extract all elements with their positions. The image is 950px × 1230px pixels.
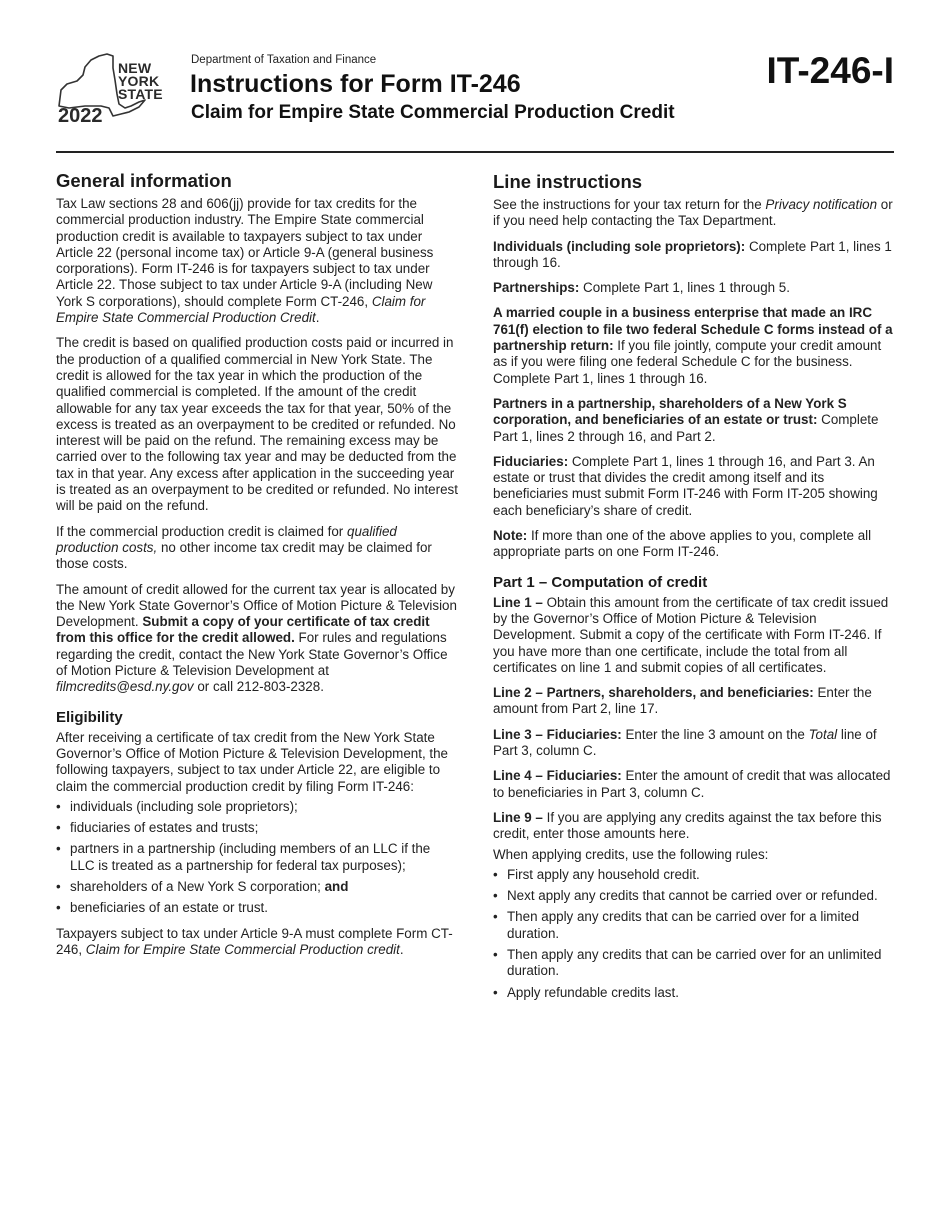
form-header xyxy=(0,0,950,155)
text-span: . xyxy=(315,310,320,326)
credit-rules-list xyxy=(493,867,895,1001)
text-span: Complete Part 1, lines 1 through 16. xyxy=(493,238,892,270)
list-item: • Then apply any credits that can be carried over for an unlimited duration. xyxy=(493,947,895,980)
list-item: • Apply refundable credits last. xyxy=(493,985,895,1001)
note-label: Note: xyxy=(493,528,528,544)
list-item: • Then apply any credits that can be carried over for a limited duration. xyxy=(493,909,895,942)
married-couple-label: A married couple in a business enterprise that made an IRC 761(f) election to file two federal Schedule C forms instead of a partnership return: xyxy=(493,305,893,354)
logo-year: 2022 xyxy=(58,105,103,127)
text-span: no other income tax credit may be claimed for those costs. xyxy=(56,539,432,572)
qualified-costs-term: qualified production costs, xyxy=(56,523,397,555)
line3-label: Line 3 – Fiduciaries: xyxy=(493,726,622,742)
eligibility-list xyxy=(56,799,458,917)
list-item xyxy=(56,879,458,895)
line4-label: Line 4 – Fiduciaries: xyxy=(493,768,622,784)
list-item: • First apply any household credit. xyxy=(493,867,895,883)
nys-logo xyxy=(55,50,175,130)
line3-paragraph xyxy=(493,727,895,760)
note-paragraph xyxy=(493,528,895,561)
text-span: or if you need help contacting the Tax Department. xyxy=(493,197,893,229)
text-span: If you are applying any credits against the tax before this credit, enter those amounts here. xyxy=(493,809,882,842)
page-subtitle: Claim for Empire State Commercial Production Credit xyxy=(191,102,675,123)
line2-label: Line 2 – Partners, shareholders, and beneficiaries: xyxy=(493,685,814,701)
partnerships-label: Partnerships: xyxy=(493,280,580,296)
text-span: . xyxy=(399,941,404,957)
line1-label: Line 1 – xyxy=(493,594,543,610)
total-term: Total xyxy=(808,726,838,742)
text-span: If the commercial production credit is claimed for xyxy=(56,523,347,539)
general-information-heading: General information xyxy=(56,170,232,191)
line-instructions-heading: Line instructions xyxy=(493,171,643,192)
text-span: Complete Part 1, lines 1 through 5. xyxy=(579,280,790,296)
contact-email: filmcredits@esd.ny.gov xyxy=(56,679,194,695)
line9-label: Line 9 – xyxy=(493,809,543,825)
line2-paragraph xyxy=(493,685,895,718)
text-span: See the instructions for your tax return for the xyxy=(493,197,766,212)
list-item: • beneficiaries of an estate or trust. xyxy=(56,900,458,916)
rules-intro: When applying credits, use the following rules: xyxy=(493,846,769,862)
individuals-paragraph xyxy=(493,239,895,272)
list-item: • Next apply any credits that cannot be carried over or refunded. xyxy=(493,888,895,904)
form-ct246-title: Claim for Empire State Commercial Production credit xyxy=(85,941,400,957)
eligibility-paragraph: After receiving a certificate of tax credit from the New York State Governor’s Office of Motion Picture & Television Development, the following taxpayers, subject to tax under Article 22, are eligible to claim the commercial production credit by filing Form IT-246: xyxy=(56,729,448,794)
logo-word-state: STATE xyxy=(118,86,163,102)
text-span: or call 212-803-2328. xyxy=(193,679,324,695)
fiduciaries-label: Fiduciaries: xyxy=(493,453,569,469)
list-item: • individuals (including sole proprietors); xyxy=(56,799,458,815)
article-9a-paragraph xyxy=(56,926,458,959)
partnerships-paragraph xyxy=(493,280,895,296)
text-span: Taxpayers subject to tax under Article 9-A must complete Form CT-246, xyxy=(56,925,453,957)
text-span: If you file jointly, compute your credit amount as if you were filing one federal Schedule C for the business. Complete Part 1, lines 1 through 16. xyxy=(493,338,882,386)
line4-paragraph xyxy=(493,768,895,801)
married-couple-paragraph xyxy=(493,305,895,386)
text-span: Enter the amount from Part 2, line 17. xyxy=(493,685,872,717)
text-span: Enter the amount of credit that was allocated to beneficiaries in Part 3, column C. xyxy=(493,768,891,800)
line-intro-paragraph xyxy=(493,197,895,230)
text-span: Tax Law sections 28 and 606(jj) provide for tax credits for the commercial production industry. The Empire State commercial production credit is available to taxpayers subject to tax under Article 22 (personal income tax) or Article 9-A (general business corporations). Form IT-246 is for taxpayers subject to tax under Article 22. Those subject to tax under Article 9-A (including New York S corporations), should complete Form CT-246, xyxy=(56,196,434,309)
privacy-notification-term: Privacy notification xyxy=(765,197,878,212)
text-span: If more than one of the above applies to you, complete all appropriate parts on one Form IT-246. xyxy=(493,528,872,560)
text-span: Enter the line 3 amount on the xyxy=(621,726,809,742)
list-item: • partners in a partnership (including members of an LLC if the LLC is treated as a partnership for federal tax purposes); xyxy=(56,841,458,874)
department-name: Department of Taxation and Finance xyxy=(191,54,377,66)
left-column xyxy=(56,170,458,967)
line1-paragraph xyxy=(493,595,895,676)
line9-paragraph xyxy=(493,810,895,843)
page-title: Instructions for Form IT-246 xyxy=(190,70,521,98)
list-item: • fiduciaries of estates and trusts; xyxy=(56,820,458,836)
form-ct246-title: Claim for Empire State Commercial Production Credit xyxy=(56,293,426,326)
header-divider xyxy=(56,151,894,153)
general-paragraph-4 xyxy=(56,582,458,696)
general-paragraph-3 xyxy=(56,524,458,573)
text-span: Complete Part 1, lines 2 through 16, and Part 2. xyxy=(493,412,879,444)
and-emphasis: and xyxy=(324,878,349,894)
right-column xyxy=(493,170,895,1010)
text-span: line of Part 3, column C. xyxy=(493,726,877,759)
logo-word-new: NEW xyxy=(118,60,152,76)
partners-paragraph xyxy=(493,396,895,445)
text-span: Obtain this amount from the certificate of tax credit issued by the Governor’s Office of Motion Picture & Television Development. Submit a copy of the certificate with Form IT-246. If you have more than one certificate, include the total from all certificates on line 1 and submit copies of all certificates. xyxy=(493,594,889,675)
text-span: shareholders of a New York S corporation; xyxy=(70,878,325,894)
eligibility-heading: Eligibility xyxy=(56,708,123,726)
text-span: For rules and regulations regarding the credit, contact the New York State Governor’s Office of Motion Picture & Television Development at xyxy=(56,630,448,679)
individuals-label: Individuals (including sole proprietors): xyxy=(493,238,746,254)
general-paragraph-1 xyxy=(56,196,458,326)
fiduciaries-paragraph xyxy=(493,454,895,519)
general-paragraph-2: The credit is based on qualified production costs paid or incurred in the production of a qualified commercial in New York State. The credit is allowed for the tax year in which the production of the qualified commercial is completed. If the amount of the credit allowable for any tax year exceeds the tax for that year, 50% of the excess is treated as an overpayment to be credited or refunded. No interest will be paid on the refund. The remaining excess may be carried over to the following tax year and may be deducted from the tax in that year. Any excess after application in the succeeding year is treated as an overpayment to be credited or refunded. No interest will be paid on the refund. xyxy=(56,335,458,514)
partners-label: Partners in a partnership, shareholders of a New York S corporation, and beneficiaries of an estate or trust: xyxy=(493,395,847,428)
form-id: IT-246-I xyxy=(766,50,894,91)
text-span: The amount of credit allowed for the current tax year is allocated by the New York State Governor’s Office of Motion Picture & Television Development. xyxy=(56,581,457,630)
text-span: Complete Part 1, lines 1 through 16, and Part 3. An estate or trust that divides the credit among itself and its beneficiaries must submit Form IT-246 with Form IT-205 showing each beneficiary’s share of credit. xyxy=(493,453,878,518)
submit-certificate-instruction: Submit a copy of your certificate of tax credit from this office for the credit allowed. xyxy=(56,614,430,646)
logo-word-york: YORK xyxy=(118,73,160,89)
part1-heading: Part 1 – Computation of credit xyxy=(493,573,708,591)
